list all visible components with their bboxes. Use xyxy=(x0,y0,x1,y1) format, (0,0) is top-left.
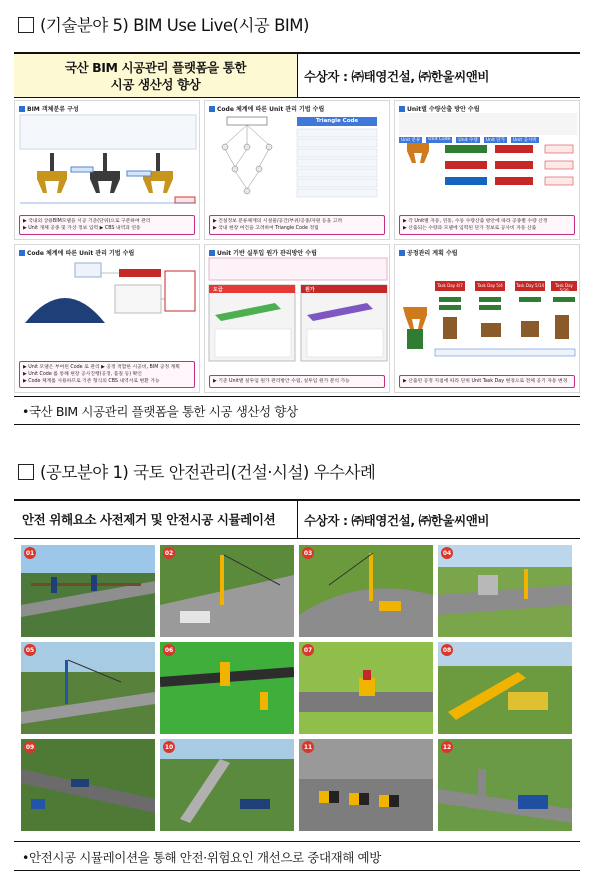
awardee-cell: 수상자 : ㈜태영건설, ㈜한울씨앤비 xyxy=(304,68,490,84)
shot-number-badge: 02 xyxy=(163,547,175,559)
award-table-2 xyxy=(14,499,580,539)
divider xyxy=(14,841,580,842)
task-day-1: Task Day 4/7 xyxy=(437,283,463,288)
awardee-cell: 수상자 : ㈜태영건설, ㈜한울씨앤비 xyxy=(304,512,490,528)
schedule-flow-illustration xyxy=(395,245,580,393)
divider xyxy=(14,870,580,871)
divider xyxy=(14,396,580,397)
simulation-shot xyxy=(160,642,294,734)
simulation-shot xyxy=(299,545,433,637)
simulation-screenshot-grid xyxy=(21,545,573,831)
shot-number-badge: 06 xyxy=(163,644,175,656)
award-table-1 xyxy=(14,52,580,98)
simulation-shot xyxy=(299,642,433,734)
panel-unit-management: Code 체계에 따른 Unit 관리 기법 수립 ▶ Unit 모델은 부여된 Code 로 관리 ▶ 공정 적합한 시공비, BIM 공정 계획 ▶ Unit Code 를 통해 현장 공사진행(공정, 품질 등) 확인 ▶ Code 체계를 사용하므로 기존 형식의 CBS 내역서로 변환 가능 xyxy=(14,244,200,393)
panel-bim-classification: BIM 객체분류 구성 ▶ 국내외 상용BIM모델을 시공 기준(단위)으로 구분하여 관리 ▶ Unit 개체 공종 및 가상 정보 입력 ▶ CBS 내역과 연동 xyxy=(14,100,200,240)
unit-code-chip: Unit Code xyxy=(428,137,451,142)
shot-number-badge: 07 xyxy=(302,644,314,656)
divider xyxy=(14,424,580,425)
simulation-shot xyxy=(299,739,433,831)
project-title-cell: 국산 BIM 시공관리 플랫폼을 통한 시공 생산성 향상 xyxy=(14,54,298,97)
cost-tab-label: 원가 xyxy=(305,287,315,293)
panel-code-system: Code 체계에 따른 Unit 관리 기법 수립 Triangle Code ▶ 건설정보 분류체계의 시설물/공간/부위/공종/자원 등을 고려 ▶ 국내 현장 여건을 고려하여 Triangle Code 정립 xyxy=(204,100,390,240)
checkbox-square-icon xyxy=(18,17,34,33)
section-2-title: (공모분야 1) 국토 안전관리(건설·시설) 우수사례 xyxy=(18,459,375,483)
unit-class-chip: Unit 분류 xyxy=(401,138,421,143)
cost-compare-illustration xyxy=(205,245,390,393)
simulation-shot xyxy=(438,642,572,734)
shot-number-badge: 09 xyxy=(24,741,36,753)
simulation-shot xyxy=(438,739,572,831)
shot-number-badge: 05 xyxy=(24,644,36,656)
simulation-shot xyxy=(438,545,572,637)
panel-schedule: 공정관리 계획 수립 Task Day 4/7 Task Day 5/4 Task Day 5/14 Task Day 5/30 ▶ 산출된 공정 지침에 따라 단위 Unit Task Day 변경으로 전체 공기 자동 변경 xyxy=(394,244,580,393)
panel-3-notes: ▶ 각 Unit별 자동, 연동, 수동 수량산출 방안에 따라 공종별 수량 산정 ▶ 산출되는 수량과 모델에 입력된 단가 정보로 공사비 자동 산출 xyxy=(399,215,575,235)
unit-cost-chip: Unit 공사비 xyxy=(513,138,537,143)
section-1-title: (기술분야 5) BIM Use Live(시공 BIM) xyxy=(18,12,309,36)
shot-number-badge: 04 xyxy=(441,547,453,559)
contract-tab-label: 도급 xyxy=(213,287,223,293)
section-2-summary: •안전시공 시뮬레이션을 통해 안전·위험요인 개선으로 중대재해 예방 xyxy=(22,850,381,865)
shot-number-badge: 12 xyxy=(441,741,453,753)
shot-number-badge: 10 xyxy=(163,741,175,753)
task-day-2: Task Day 5/4 xyxy=(477,283,503,288)
checkbox-square-icon xyxy=(18,464,34,480)
shot-number-badge: 01 xyxy=(24,547,36,559)
bim-infographic xyxy=(14,100,580,393)
panel-quantity: Unit별 수량산출 방안 수립 Unit 분류 Unit Code Unit 수량 Unit 단가 Unit 공사비 ▶ 각 Unit별 자동, 연동, 수동 수량산출 방안에 따라 공종별 수량 산정 ▶ 산출되는 수량과 모델에 입력된 단가 정보로 공사비 자동 산출 xyxy=(394,100,580,240)
shot-number-badge: 03 xyxy=(302,547,314,559)
unit-quantity-chip: Unit 수량 xyxy=(458,138,478,143)
shot-number-badge: 08 xyxy=(441,644,453,656)
simulation-shot xyxy=(21,642,155,734)
task-day-4: Task Day 5/30 xyxy=(555,283,573,293)
simulation-shot xyxy=(21,545,155,637)
unit-price-chip: Unit 단가 xyxy=(485,138,506,143)
simulation-shot xyxy=(160,545,294,637)
panel-2-notes: ▶ 건설정보 분류체계의 시설물/공간/부위/공종/자원 등을 고려 ▶ 국내 현장 여건을 고려하여 Triangle Code 정립 xyxy=(209,215,385,235)
panel-1-notes: ▶ 국내외 상용BIM모델을 시공 기준(단위)으로 구분하여 관리 ▶ Unit 개체 공종 및 가상 정보 입력 ▶ CBS 내역과 연동 xyxy=(19,215,195,235)
task-day-3: Task Day 5/14 xyxy=(515,283,545,288)
simulation-shot xyxy=(160,739,294,831)
panel-6-notes: ▶ 산출된 공정 지침에 따라 단위 Unit Task Day 변경으로 전체 공기 자동 변경 xyxy=(399,375,575,388)
panel-5-notes: ▶ 기준 Unit별 실투입 원가 관리방안 수립, 실투입 원가 분석 가능 xyxy=(209,375,385,388)
simulation-shot xyxy=(21,739,155,831)
project-title-cell: 안전 위해요소 사전제거 및 안전시공 시뮬레이션 xyxy=(14,501,298,538)
shot-number-badge: 11 xyxy=(302,741,314,753)
section-1-summary: •국산 BIM 시공관리 플랫폼을 통한 시공 생산성 향상 xyxy=(22,404,298,419)
panel-4-notes: ▶ Unit 모델은 부여된 Code 로 관리 ▶ 공정 적합한 시공비, BIM 공정 계획 ▶ Unit Code 를 통해 현장 공사진행(공정, 품질 등) 확인 ▶ Code 체계를 사용하므로 기존 형식의 CBS 내역서로 변환 가능 xyxy=(19,361,195,388)
panel-cost-management: Unit 기반 실투입 원가 관리방안 수립 도급 원가 ▶ 기준 Unit별 실투입 원가 관리방안 수립, 실투입 원가 분석 가능 xyxy=(204,244,390,393)
triangle-code-label: Triangle Code xyxy=(315,118,359,124)
